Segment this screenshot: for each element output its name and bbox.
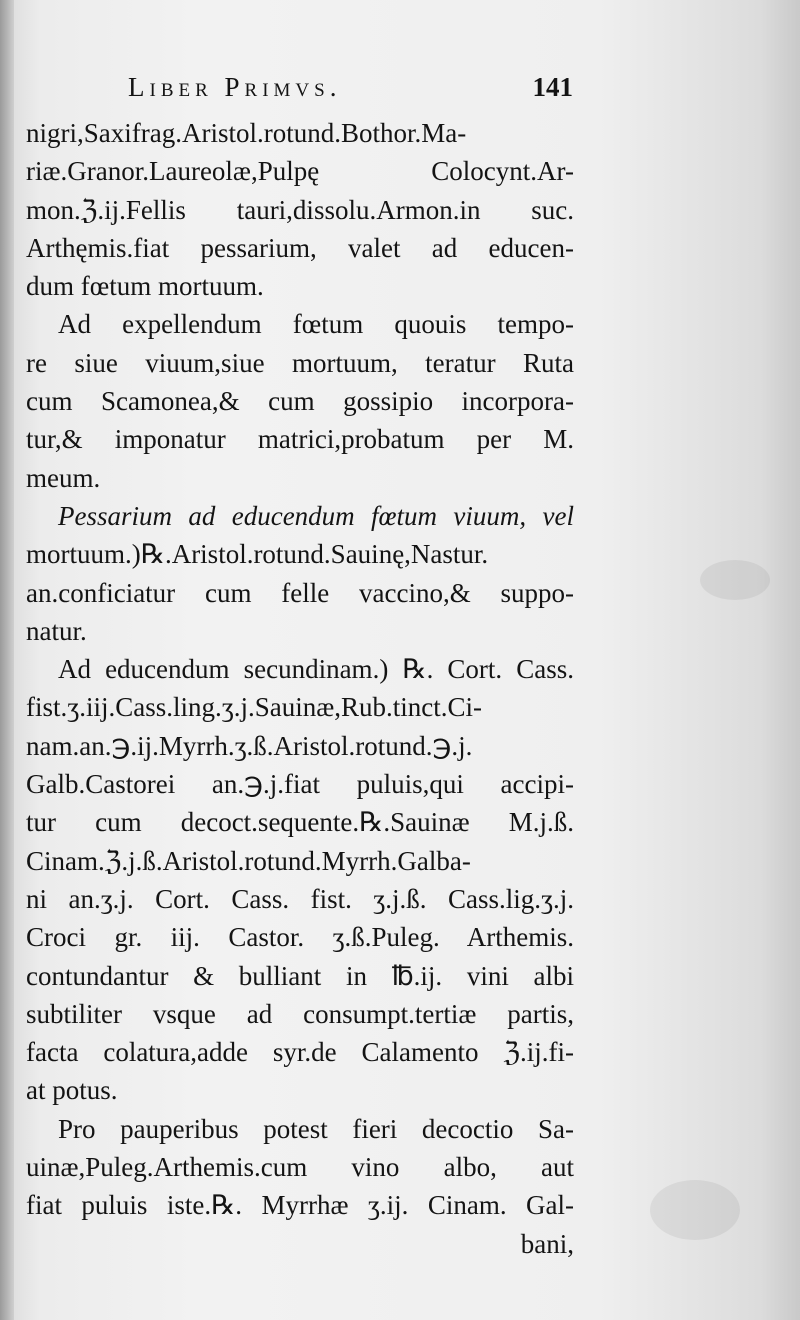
text-line: contundantur & bulliant in ℔.ij. vini albi: [26, 960, 574, 991]
text-line: mortuum.)℞.Aristol.rotund.Sauinę,Nastur.: [26, 539, 489, 570]
text-line: fist.ʒ.iij.Cass.ling.ʒ.j.Sauinæ,Rub.tinct.Ci-: [26, 692, 482, 723]
running-title: Liber Primvs.: [128, 72, 342, 102]
page-edge-shadow: [0, 0, 14, 1320]
page-header: [128, 72, 573, 108]
text-line: meum.: [26, 462, 101, 493]
text-line: mon.ℨ.ij.Fellis tauri,dissolu.Armon.in suc.: [26, 194, 574, 225]
text-line: nam.an.℈.ij.Myrrh.ʒ.ß.Aristol.rotund.℈.j.: [26, 730, 473, 761]
text-line: re siue viuum,siue mortuum, teratur Ruta: [26, 347, 574, 378]
text-line: Arthęmis.fiat pessarium, valet ad educen-: [26, 232, 574, 263]
text-line: fiat puluis iste.℞. Myrrhæ ʒ.ij. Cinam. Gal-: [26, 1190, 574, 1221]
paper-stain: [650, 1180, 740, 1240]
text-line: ni an.ʒ.j. Cort. Cass. fist. ʒ.j.ß. Cass.lig.ʒ.j.: [26, 883, 574, 914]
text-line: Cinam.ℨ.j.ß.Aristol.rotund.Myrrh.Galba-: [26, 845, 471, 876]
text-line: Galb.Castorei an.℈.j.fiat puluis,qui accipi-: [26, 769, 574, 800]
text-line: tur cum decoct.sequente.℞.Sauinæ M.j.ß.: [26, 807, 574, 838]
text-line: uinæ,Puleg.Arthemis.cum vino albo, aut: [26, 1152, 574, 1183]
recipe-heading-line: Ad educendum secundinam.) ℞. Cort. Cass.: [58, 654, 574, 685]
text-line: dum fœtum mortuum.: [26, 271, 264, 302]
recipe-heading-line: Pessarium ad educendum fœtum viuum, vel: [58, 500, 574, 531]
text-line: subtiliter vsque ad consumpt.tertiæ partis,: [26, 998, 574, 1029]
text-line: nigri,Saxifrag.Aristol.rotund.Bothor.Ma-: [26, 118, 467, 148]
catchword-line: bani,: [520, 1228, 574, 1259]
text-line: Croci gr. iij. Castor. ʒ.ß.Puleg. Arthemis.: [26, 922, 574, 953]
text-line: tur,& imponatur matrici,probatum per M.: [26, 424, 574, 455]
text-line: riæ.Granor.Laureolæ,Pulpę Colocynt.Ar-: [26, 156, 574, 187]
text-line: at potus.: [26, 1075, 118, 1106]
text-line: Pro pauperibus potest fieri decoctio Sa-: [58, 1113, 574, 1144]
text-line: natur.: [26, 615, 87, 646]
paper-stain: [700, 560, 770, 600]
body-text: [26, 114, 574, 1263]
text-line: an.conficiatur cum felle vaccino,& suppo-: [26, 577, 574, 608]
page-number: 141: [532, 72, 573, 102]
text-line: cum Scamonea,& cum gossipio incorpora-: [26, 386, 574, 417]
text-line: facta colatura,adde syr.de Calamento ℨ.ij.fi-: [26, 1037, 574, 1068]
text-line: Ad expellendum fœtum quouis tempo-: [58, 309, 574, 340]
